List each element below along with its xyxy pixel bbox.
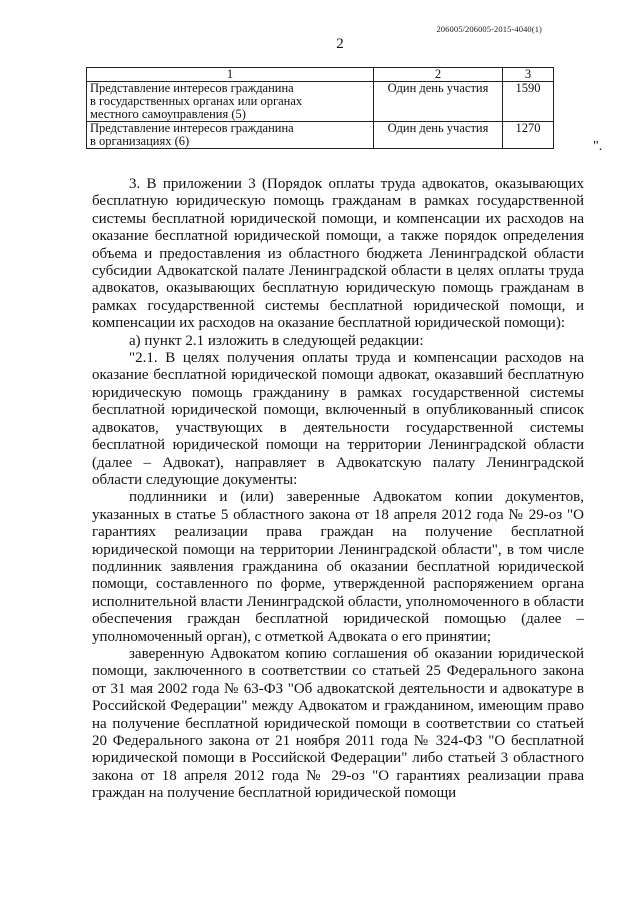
service-name-line: Представление интересов гражданина <box>90 81 294 95</box>
table-row <box>87 122 554 149</box>
service-name-line: в государственных органах или органах <box>90 94 303 108</box>
table-row <box>87 82 554 122</box>
paragraph: подлинники и (или) заверенные Адвокатом копии документов, указанных в статье 5 областного закона от 18 апреля 2012 года № 29-оз "О гарантиях реализации права граждан на получение бесплатной юридической помощи на территории Ленинградской области", в том числе подлинник заявления гражданина об оказании бесплатной юридической помощи, составленного по форме, утвержденной распоряжением органа исполнительной власти Ленинградской области, уполномоченного в области обеспечения граждан бесплатной юридической помощью (далее – уполномоченный орган), с отметкой Адвоката о его принятии; <box>92 489 584 645</box>
table-closing-quote: ". <box>593 139 603 154</box>
service-name-line: Представление интересов гражданина <box>90 121 294 135</box>
table-header-cell: 1 <box>87 68 374 82</box>
table-header-cell: 3 <box>503 68 554 82</box>
rates-table <box>86 67 554 149</box>
document-body <box>92 176 584 803</box>
amount-cell: 1590 <box>503 82 554 122</box>
paragraph: а) пункт 2.1 изложить в следующей редакции: <box>129 332 424 349</box>
page-number: 2 <box>336 36 344 52</box>
service-name-cell <box>87 82 374 122</box>
table-header-row <box>87 68 554 82</box>
unit-cell: Один день участия <box>374 122 503 149</box>
service-name-cell <box>87 122 374 149</box>
table-header-cell: 2 <box>374 68 503 82</box>
unit-cell: Один день участия <box>374 82 503 122</box>
paragraph: "2.1. В целях получения оплаты труда и компенсации расходов на оказание бесплатной юридической помощи адвокат, оказавший бесплатную юридическую помощь гражданину в рамках государственной системы бесплатной юридической помощи, включенный в опубликованный список адвокатов, участвующих в деятельности государственной системы бесплатной юридической помощи на территории Ленинградской области (далее – Адвокат), направляет в Адвокатскую палату Ленинградской области следующие документы: <box>92 350 584 488</box>
service-name-line: местного самоуправления (5) <box>90 107 246 121</box>
paragraph: 3. В приложении 3 (Порядок оплаты труда адвокатов, оказывающих бесплатную юридическую помощь гражданам в рамках государственной системы бесплатной юридической помощи, и компенсации их расходов на оказание бесплатной юридической помощи, а также порядок определения объема и предоставления из областного бюджета Ленинградской области субсидии Адвокатской палате Ленинградской области в целях оплаты труда адвокатов, оказывающих бесплатную юридическую помощь гражданам в рамках государственной системы бесплатной юридической помощи, и компенсации их расходов на оказание бесплатной юридической помощи): <box>92 176 584 332</box>
paragraph: заверенную Адвокатом копию соглашения об оказании юридической помощи, заключенного в соответствии со статьей 25 Федерального закона от 31 мая 2002 года № 63-ФЗ "Об адвокатской деятельности и адвокатуре в Российской Федерации" между Адвокатом и гражданином, имеющим право на получение бесплатной юридической помощи в соответствии со статьей 20 Федерального закона от 21 ноября 2011 года № 324-ФЗ "О бесплатной юридической помощи в Российской Федерации" либо статьей 3 областного закона от 18 апреля 2012 года № 29-оз "О гарантиях реализации права граждан на получение бесплатной юридической помощи <box>92 645 584 802</box>
document-id: 206005/206005-2015-4040(1) <box>436 24 542 34</box>
service-name-line: в организациях (6) <box>90 134 190 148</box>
amount-cell: 1270 <box>503 122 554 149</box>
